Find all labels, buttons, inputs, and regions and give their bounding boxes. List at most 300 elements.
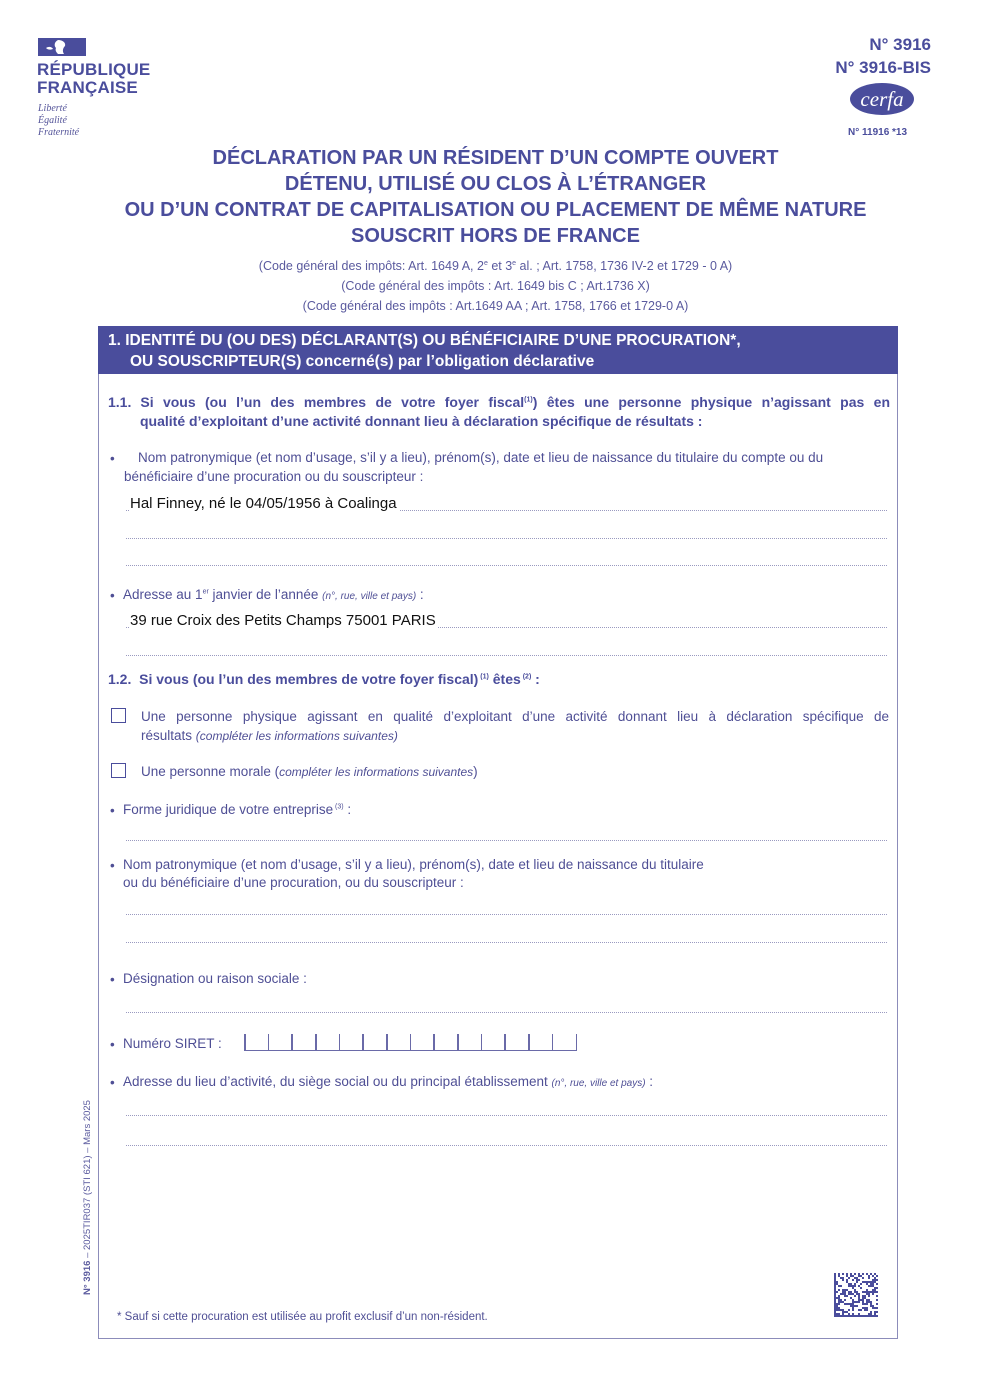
barcode-module [862,1281,864,1283]
title-line-1: DÉCLARATION PAR UN RÉSIDENT D’UN COMPTE OUVERT [212,147,779,169]
barcode-module [860,1275,862,1277]
barcode-module [836,1305,838,1307]
barcode-module [858,1275,860,1277]
barcode-module [866,1291,868,1293]
barcode-module [870,1315,872,1317]
form-number: N° 3916 [869,35,931,54]
subsection-1-2-text-a: Si vous (ou l’un des membres de votre foyer fiscal) [139,671,479,687]
address-label-hint: (n°, rue, ville et pays) [322,591,417,602]
forme-label: Forme juridique de votre entreprise [123,802,334,817]
barcode-module [860,1283,862,1285]
barcode-module [858,1273,860,1275]
barcode-module [850,1303,852,1305]
legal-ref-1-c: al. ; Art. 1758, 1736 IV-2 et 1729 - 0 A) [516,259,733,273]
marianne-emblem-icon [38,38,86,56]
barcode-module [856,1293,858,1295]
barcode-module [838,1289,840,1291]
barcode-module [868,1291,870,1293]
subsection-1-1-text [140,393,890,412]
siret-cell-divider [362,1034,364,1050]
barcode-module [856,1315,858,1317]
barcode-module [844,1315,846,1317]
titulaire-name-value[interactable]: Hal Finney, né le 04/05/1956 à Coalinga [130,495,397,512]
siret-cell-divider [244,1034,246,1050]
barcode-module [852,1293,854,1295]
barcode-module [838,1303,840,1305]
subsection-1-1-heading [108,393,890,431]
barcode-module [858,1299,860,1301]
barcode-module [840,1301,842,1303]
legal-ref-1-b: et 3 [487,259,513,273]
barcode-module [856,1281,858,1283]
barcode-module [844,1311,846,1313]
barcode-module [854,1315,856,1317]
address-value[interactable]: 39 rue Croix des Petits Champs 75001 PARIS [130,612,436,629]
barcode-module [866,1283,868,1285]
barcode-module [834,1307,836,1309]
designation-field[interactable] [126,1012,887,1013]
barcode-module [838,1309,840,1311]
address-label-c: : [416,587,424,602]
barcode-module [840,1285,842,1287]
subsection-1-1-line-2: qualité d’exploitant d’une activité donnant lieu à déclaration spécifique de résultats : [140,413,703,429]
subsection-1-2-text-b: êtes [488,671,521,687]
siret-cell-divider [552,1034,554,1050]
siret-field[interactable] [244,1034,577,1051]
barcode-module [852,1285,854,1287]
barcode-module [868,1275,870,1277]
barcode-module [838,1295,840,1297]
barcode-module [846,1311,848,1313]
bullet: • [110,1037,115,1052]
barcode-module [838,1307,840,1309]
barcode-module [844,1295,846,1297]
barcode-module [866,1303,868,1305]
form-reference-vertical [82,1100,93,1295]
titulaire-name-label-2: bénéficiaire d’une procuration ou du souscripteur : [124,469,424,484]
barcode-module [866,1293,868,1295]
forme-sup: (3) [333,803,344,811]
barcode-module [876,1299,878,1301]
barcode-module [844,1293,846,1295]
barcode-module [858,1315,860,1317]
page-title [0,145,991,249]
barcode-module [852,1303,854,1305]
barcode-module [864,1315,866,1317]
title-line-4: SOUSCRIT HORS DE FRANCE [351,225,640,247]
barcode-module [858,1309,860,1311]
barcode-module [834,1311,836,1313]
barcode-module [862,1315,864,1317]
bullet: • [110,451,115,466]
footnote: * Sauf si cette procuration est utilisée au profit exclusif d’un non-résident. [117,1311,488,1323]
barcode-module [872,1291,874,1293]
barcode-module [858,1297,860,1299]
barcode-module [834,1303,836,1305]
barcode-module [848,1315,850,1317]
barcode-module [854,1283,856,1285]
barcode-module [848,1291,850,1293]
siret-cell-divider [457,1034,459,1050]
barcode-module [848,1313,850,1315]
barcode-module [864,1291,866,1293]
barcode-module [854,1295,856,1297]
adresse-activite-hint: (n°, rue, ville et pays) [551,1078,646,1089]
republique-francaise-logo [37,61,150,97]
barcode-module [862,1295,864,1297]
barcode-module [834,1283,836,1285]
barcode-module [864,1295,866,1297]
barcode-module [850,1273,852,1275]
barcode-module [870,1303,872,1305]
form-number-bis: N° 3916-BIS [835,58,931,77]
title-line-2: DÉTENU, UTILISÉ OU CLOS À L’ÉTRANGER [284,173,707,195]
legal-ref-1-sup2: e [512,259,517,267]
barcode-module [872,1275,874,1277]
barcode-module [848,1309,850,1311]
barcode-module [848,1277,850,1279]
barcode-module [858,1301,860,1303]
barcode-module [872,1285,874,1287]
barcode-module [868,1295,870,1297]
barcode-module [852,1279,854,1281]
barcode-module [874,1313,876,1315]
barcode-module [870,1313,872,1315]
barcode-module [864,1281,866,1283]
barcode-module [846,1303,848,1305]
logo-line-1: RÉPUBLIQUE [37,60,151,79]
motto-egalite: Égalité [38,115,67,126]
subsection-1-1-sup: (1) [524,396,533,404]
barcode-module [862,1291,864,1293]
cerfa-logo-text: cerfa [860,87,904,111]
barcode-module [854,1289,856,1291]
barcode-module [858,1295,860,1297]
barcode-module [868,1293,870,1295]
siret-cell-divider [504,1034,506,1050]
barcode-module [846,1275,848,1277]
motto-liberte: Liberté [38,103,67,114]
barcode-module [864,1303,866,1305]
designation-label: Désignation ou raison sociale : [123,971,307,986]
logo-line-2: FRANÇAISE [37,78,138,97]
address-label-a: Adresse au 1 [123,587,203,602]
option-personne-physique-label: Une personne physique agissant en qualité d’exploitant d’une activité donnant lieu à déclaration spécifique de [141,709,889,724]
barcode-module [858,1285,860,1287]
barcode-module [834,1281,836,1283]
barcode-module [870,1305,872,1307]
checkbox-personne-morale[interactable] [111,763,126,778]
address-label [123,585,424,606]
barcode-module [840,1293,842,1295]
subsection-1-1-text-b: ) êtes une personne physique n’agissant pas en [532,394,890,410]
titulaire-name-field[interactable] [126,493,887,513]
barcode-module [836,1303,838,1305]
barcode-module [852,1307,854,1309]
barcode-module [874,1281,876,1283]
forme-colon: : [343,802,352,817]
barcode-module [836,1307,838,1309]
barcode-module [834,1301,836,1303]
barcode-module [836,1315,838,1317]
barcode-module [868,1315,870,1317]
address-field[interactable] [126,610,887,630]
barcode-module [876,1307,878,1309]
barcode-module [874,1287,876,1289]
barcode-module [838,1297,840,1299]
barcode-module [876,1287,878,1289]
subsection-1-1-number: 1.1. [108,394,132,410]
barcode-module [834,1289,836,1291]
nom-titulaire-field-2[interactable] [126,942,887,943]
barcode-module [836,1281,838,1283]
siret-cell-divider [291,1034,293,1050]
barcode-module [848,1285,850,1287]
bullet: • [110,858,115,873]
barcode-module [872,1293,874,1295]
siret-cell-divider [481,1034,483,1050]
legal-ref-1-a: (Code général des impôts: Art. 1649 A, 2 [258,259,484,273]
barcode-module [866,1281,868,1283]
barcode-module [850,1285,852,1287]
barcode-module [858,1313,860,1315]
titulaire-name-field-line-2[interactable] [126,538,887,539]
barcode-module [862,1297,864,1299]
barcode-module [840,1309,842,1311]
barcode-module [854,1305,856,1307]
barcode-module [844,1303,846,1305]
barcode-module [868,1301,870,1303]
barcode-module [842,1279,844,1281]
barcode-module [866,1273,868,1275]
barcode-module [860,1299,862,1301]
titulaire-name-field-line-3[interactable] [126,565,887,566]
barcode-module [872,1279,874,1281]
option-personne-morale-label [141,762,478,782]
bullet: • [110,1075,115,1090]
bullet: • [110,972,115,987]
barcode-module [852,1315,854,1317]
barcode-module [848,1303,850,1305]
barcode-module [842,1315,844,1317]
option-2-hint: compléter les informations suivantes [279,765,474,779]
barcode-module [850,1297,852,1299]
nom-titulaire-label-2: ou du bénéficiaire d’une procuration, ou du souscripteur : [123,875,464,890]
barcode-module [852,1309,854,1311]
barcode-module [868,1313,870,1315]
barcode-module [854,1285,856,1287]
option-2-b: ) [473,764,478,779]
legal-ref-3: (Code général des impôts : Art.1649 AA ; Art. 1758, 1766 et 1729-0 A) [302,299,689,313]
siret-cell-divider [433,1034,435,1050]
adresse-activite-label-a: Adresse du lieu d’activité, du siège social ou du principal établissement [123,1074,552,1089]
barcode-module [858,1293,860,1295]
adresse-activite-label [123,1072,653,1093]
barcode-module [846,1295,848,1297]
barcode-module [862,1273,864,1275]
barcode-module [844,1291,846,1293]
barcode-module [876,1275,878,1277]
barcode-module [842,1291,844,1293]
barcode-module [876,1295,878,1297]
barcode-module [834,1279,836,1281]
barcode-module [876,1311,878,1313]
barcode-module [872,1281,874,1283]
subsection-1-2-text-c: : [531,671,540,687]
barcode-module [842,1277,844,1279]
option-2-a: Une personne morale ( [141,764,280,779]
barcode-module [850,1275,852,1277]
barcode-module [866,1289,868,1291]
legal-ref-1-sup1: e [483,259,488,267]
barcode-module [864,1309,866,1311]
barcode-module [836,1297,838,1299]
barcode-module [874,1291,876,1293]
barcode-module [842,1311,844,1313]
barcode-module [866,1299,868,1301]
barcode-module [868,1285,870,1287]
barcode-module [838,1273,840,1275]
barcode-module [852,1301,854,1303]
legal-ref-2: (Code général des impôts : Art. 1649 bis C ; Art.1736 X) [341,279,650,293]
title-line-3: OU D’UN CONTRAT DE CAPITALISATION OU PLACEMENT DE MÊME NATURE [124,199,867,221]
barcode-module [862,1303,864,1305]
barcode-module [838,1313,840,1315]
checkbox-personne-physique[interactable] [111,708,126,723]
barcode-module [854,1273,856,1275]
barcode-module [838,1275,840,1277]
barcode-module [850,1291,852,1293]
barcode-module [836,1291,838,1293]
barcode-module [834,1291,836,1293]
siret-cell-divider [576,1034,578,1050]
motto-fraternite: Fraternité [38,127,80,138]
barcode-module [876,1291,878,1293]
barcode-module [834,1285,836,1287]
barcode-module [838,1315,840,1317]
barcode-module [842,1301,844,1303]
barcode-module [872,1307,874,1309]
siret-label: Numéro SIRET : [123,1036,222,1051]
address-label-sup: er [202,588,209,596]
adresse-activite-field-2[interactable] [126,1145,887,1146]
barcode-module [856,1305,858,1307]
barcode-module [834,1273,836,1275]
barcode-module [866,1309,868,1311]
option-1-line-2: résultats [141,728,196,743]
barcode-module [856,1277,858,1279]
forme-juridique-field[interactable] [126,840,887,841]
section-1-heading-line-1: 1. IDENTITÉ DU (OU DES) DÉCLARANT(S) OU BÉNÉFICIAIRE D’UNE PROCURATION*, [108,332,741,349]
barcode-module [870,1311,872,1313]
subsection-1-2-sup1: (1) [478,673,489,681]
barcode-module [874,1311,876,1313]
barcode-module [834,1313,836,1315]
barcode-module [872,1315,874,1317]
barcode-module [842,1313,844,1315]
barcode-module [854,1291,856,1293]
barcode-module [840,1277,842,1279]
barcode-module [842,1293,844,1295]
barcode-module [846,1281,848,1283]
siret-cell-divider [268,1034,270,1050]
barcode-module [846,1315,848,1317]
barcode-module [874,1273,876,1275]
barcode-module [834,1305,836,1307]
subsection-1-1-line-1 [108,393,890,412]
barcode-module [862,1277,864,1279]
subsection-1-2-sup2: (2) [520,673,532,681]
side-text-rest: – 2025TIR037 (STI 621) – Mars 2025 [82,1100,93,1261]
barcode-module [836,1283,838,1285]
siret-cell-divider [386,1034,388,1050]
barcode-module [836,1313,838,1315]
cerfa-logo [849,82,915,116]
address-field-line-2[interactable] [126,655,887,656]
barcode-module [852,1299,854,1301]
barcode-module [842,1289,844,1291]
barcode-module [874,1279,876,1281]
section-1-header [98,326,898,374]
legal-references [0,256,991,316]
barcode-module [856,1291,858,1293]
barcode-module [838,1301,840,1303]
nom-titulaire-field-1[interactable] [126,914,887,915]
barcode-module [834,1315,836,1317]
barcode-module [872,1283,874,1285]
barcode-module [838,1285,840,1287]
adresse-activite-colon: : [645,1074,654,1089]
barcode-module [848,1293,850,1295]
subsection-1-1-text-a: Si vous (ou l’un des membres de votre foyer fiscal [140,394,525,410]
barcode-module [838,1299,840,1301]
barcode-module [850,1293,852,1295]
barcode-module [836,1309,838,1311]
barcode-module [876,1315,878,1317]
barcode-module [868,1299,870,1301]
nom-titulaire-label-1: Nom patronymique (et nom d’usage, s’il y a lieu), prénom(s), date et lieu de naissance du titulaire [123,857,704,872]
barcode-module [872,1305,874,1307]
barcode-module [842,1273,844,1275]
legal-ref-1 [0,256,991,276]
adresse-activite-field-1[interactable] [126,1115,887,1116]
siret-cell-divider [410,1034,412,1050]
barcode-module [868,1277,870,1279]
barcode-module [834,1293,836,1295]
barcode-module [834,1297,836,1299]
barcode-module [866,1315,868,1317]
barcode-module [862,1307,864,1309]
barcode-module [834,1309,836,1311]
side-text-bold: N° 3916 [82,1260,93,1295]
barcode-module [850,1283,852,1285]
barcode-module [850,1315,852,1317]
address-label-b: janvier de l’année [208,587,323,602]
barcode-module [870,1291,872,1293]
siret-cell-divider [339,1034,341,1050]
barcode-module [856,1301,858,1303]
barcode-module [842,1309,844,1311]
barcode-module [860,1287,862,1289]
siret-cell-divider [528,1034,530,1050]
barcode-module [846,1273,848,1275]
barcode-module [876,1283,878,1285]
barcode-module [834,1275,836,1277]
barcode-module [872,1289,874,1291]
barcode-module [874,1289,876,1291]
barcode-module [858,1279,860,1281]
barcode-module [866,1307,868,1309]
